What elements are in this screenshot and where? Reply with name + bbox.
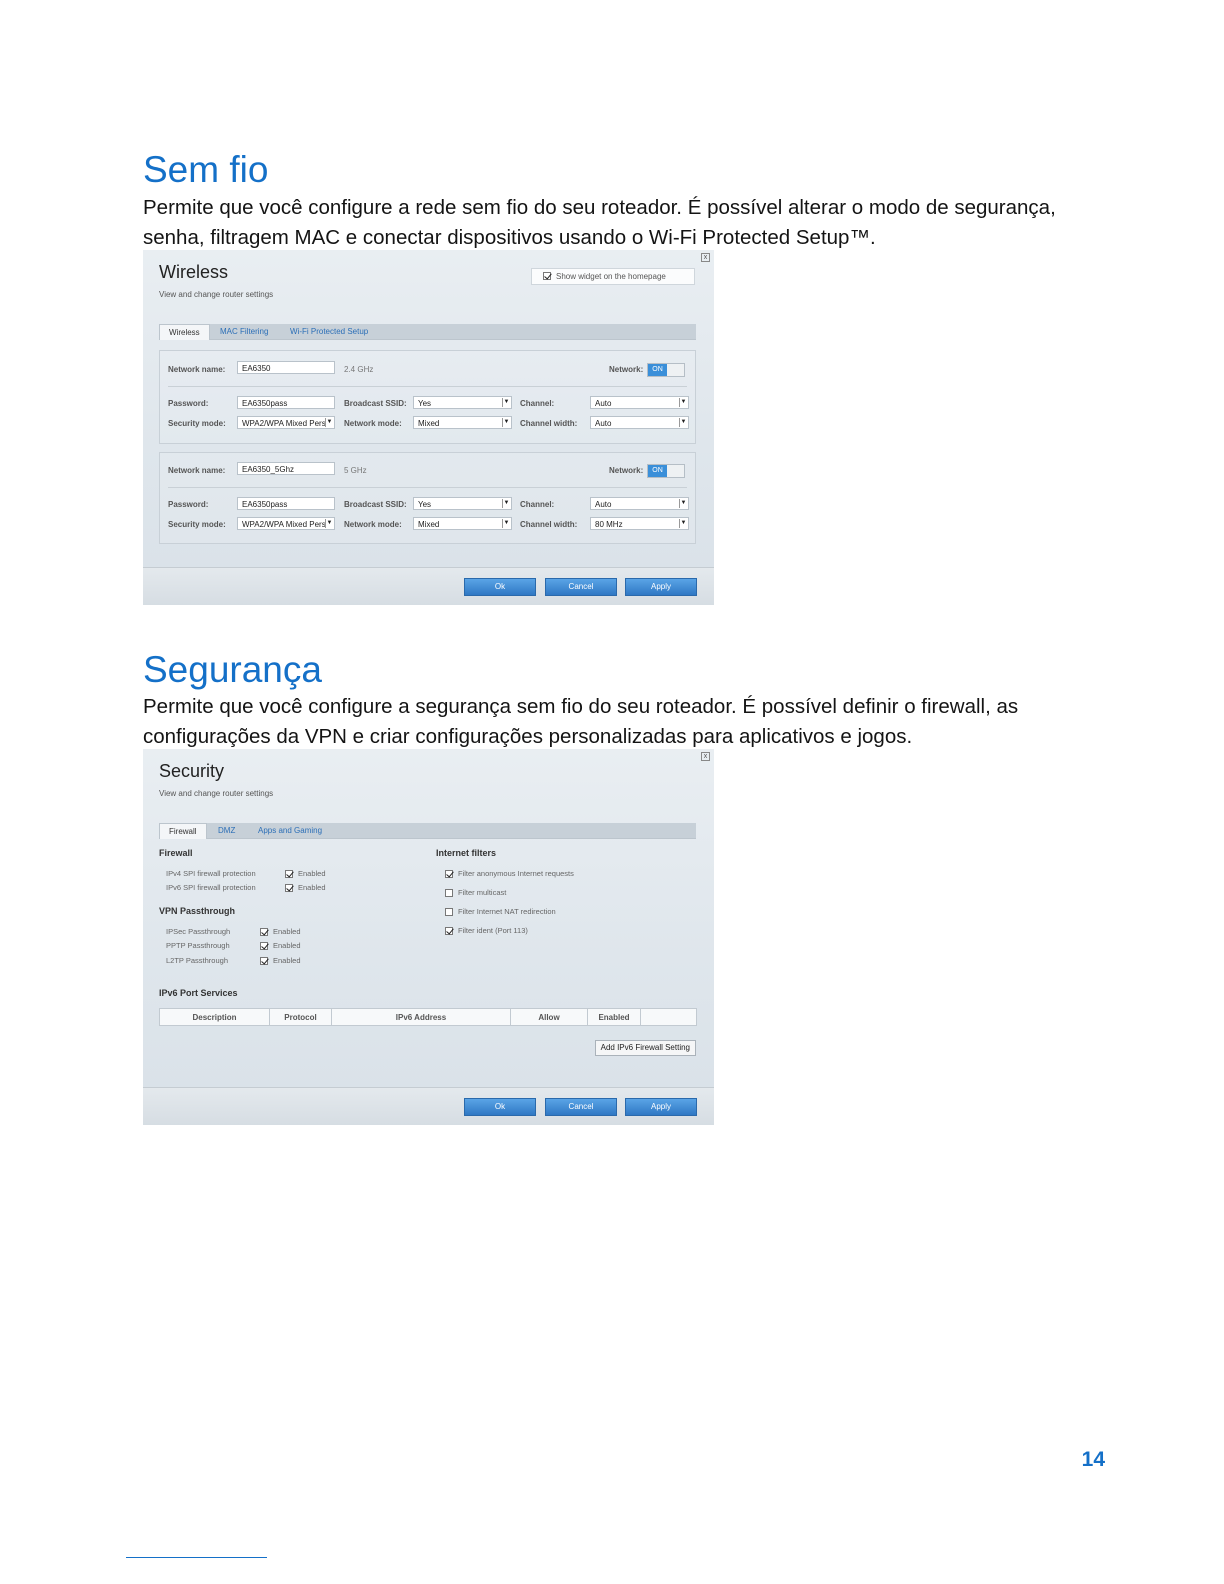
band-label: 5 GHz [344,466,367,475]
show-widget-label: Show widget on the homepage [556,272,666,281]
chevron-down-icon: ▼ [680,500,687,506]
channel-value: Auto [595,399,612,408]
column-header-actions [641,1009,697,1026]
network-label: Network: [609,365,644,374]
panel-footer [143,567,714,605]
show-widget-checkbox[interactable] [531,268,695,285]
tab-apps-and-gaming[interactable]: Apps and Gaming [258,826,323,835]
enabled-label: Enabled [273,927,301,936]
panel-subtitle: View and change router settings [159,290,274,299]
network-mode-select[interactable] [413,416,512,429]
channel-value: Auto [595,500,612,509]
enabled-label: Enabled [273,941,301,950]
table-header-row [160,1009,697,1026]
ok-button[interactable]: Ok [464,578,536,596]
checkbox-icon [445,889,453,897]
section-paragraph-sem-fio: Permite que você configure a rede sem fio do seu roteador. É possível alterar o modo de segurança, senha, filtragem MAC e conectar dispositivos usando o Wi-Fi Protected Setup™. [143,196,1056,249]
chevron-down-icon: ▼ [680,419,687,425]
tab-bar [159,324,696,340]
ipv6-firewall-checkbox[interactable] [285,883,326,892]
apply-button[interactable]: Apply [625,578,697,596]
ipv4-firewall-label: IPv4 SPI firewall protection [166,869,256,878]
chevron-down-icon: ▼ [680,399,687,405]
security-mode-label: Security mode: [168,419,226,428]
channel-select[interactable] [590,497,689,510]
broadcast-ssid-value: Yes [418,500,432,509]
broadcast-ssid-label: Broadcast SSID: [344,500,407,509]
network-mode-value: Mixed [418,419,440,428]
ipv6-firewall-label: IPv6 SPI firewall protection [166,883,256,892]
filter-nat-redirection-label: Filter Internet NAT redirection [458,907,556,916]
chevron-down-icon: ▼ [680,520,687,526]
channel-label: Channel: [520,399,555,408]
chevron-down-icon: ▼ [326,419,333,425]
chevron-down-icon: ▼ [326,520,333,526]
checkbox-icon [543,272,551,280]
panel-title: Wireless [159,262,229,282]
apply-button[interactable]: Apply [625,1098,697,1116]
network-name-input[interactable]: EA6350_5Ghz [237,462,335,475]
network-mode-label: Network mode: [344,419,402,428]
divider [168,386,687,387]
broadcast-ssid-label: Broadcast SSID: [344,399,407,408]
channel-width-value: Auto [595,419,612,428]
checkbox-icon [260,928,268,936]
ipv6-port-services-table [159,1008,697,1026]
l2tp-label: L2TP Passthrough [166,956,228,965]
password-input[interactable]: EA6350pass [237,396,335,409]
password-label: Password: [168,399,209,408]
l2tp-checkbox[interactable] [260,956,301,965]
broadcast-ssid-value: Yes [418,399,432,408]
tab-dmz[interactable]: DMZ [218,826,236,835]
chevron-down-icon: ▼ [503,399,510,405]
ok-button[interactable]: Ok [464,1098,536,1116]
column-header-protocol: Protocol [270,1009,332,1026]
filter-ident-label: Filter ident (Port 113) [458,926,528,935]
close-icon[interactable]: x [701,752,710,761]
cancel-button[interactable]: Cancel [545,578,617,596]
password-input[interactable]: EA6350pass [237,497,335,510]
toggle-on-label: ON [648,364,667,376]
network-toggle[interactable] [647,363,685,377]
panel-title: Security [159,761,225,781]
password-label: Password: [168,500,209,509]
security-mode-label: Security mode: [168,520,226,529]
section-paragraph-seguranca: Permite que você configure a segurança sem fio do seu roteador. É possível definir o firewall, as configurações da VPN e criar configurações personalizadas para aplicativos e jogos. [143,695,1019,748]
filter-anonymous-label: Filter anonymous Internet requests [458,869,574,878]
column-header-allow: Allow [511,1009,588,1026]
network-mode-value: Mixed [418,520,440,529]
channel-width-select[interactable] [590,517,689,530]
ipsec-checkbox[interactable] [260,927,301,936]
network-toggle[interactable] [647,464,685,478]
security-mode-value: WPA2/WPA Mixed Pers [242,419,326,428]
close-icon[interactable]: x [701,253,710,262]
chevron-down-icon: ▼ [503,419,510,425]
internet-filters-heading: Internet filters [436,848,497,858]
network-label: Network: [609,466,644,475]
checkbox-icon [285,870,293,878]
network-name-input[interactable]: EA6350 [237,361,335,374]
panel-subtitle: View and change router settings [159,789,274,798]
divider [168,487,687,488]
cancel-button[interactable]: Cancel [545,1098,617,1116]
column-header-enabled: Enabled [588,1009,641,1026]
pptp-checkbox[interactable] [260,941,301,950]
tab-wireless[interactable]: Wireless [159,324,210,340]
page-number: 14 [1081,1448,1105,1471]
ipv6-port-services-heading: IPv6 Port Services [159,988,238,998]
filter-nat-redirection-checkbox[interactable] [445,907,556,916]
panel-footer [143,1087,714,1125]
add-ipv6-firewall-setting-button[interactable]: Add IPv6 Firewall Setting [595,1040,696,1056]
tab-firewall[interactable]: Firewall [159,823,207,839]
column-header-description: Description [160,1009,270,1026]
checkbox-icon [285,884,293,892]
wireless-settings-screenshot [143,250,714,605]
ipsec-label: IPSec Passthrough [166,927,231,936]
network-mode-select[interactable] [413,517,512,530]
tab-bar [159,823,696,839]
channel-select[interactable] [590,396,689,409]
filter-multicast-label: Filter multicast [458,888,507,897]
security-settings-screenshot [143,749,714,1125]
network-name-label: Network name: [168,466,226,475]
section-heading-sem-fio: Sem fio [143,149,269,190]
channel-width-select[interactable] [590,416,689,429]
enabled-label: Enabled [298,869,326,878]
vpn-passthrough-heading: VPN Passthrough [159,906,236,916]
column-header-ipv6-address: IPv6 Address [332,1009,511,1026]
band-label: 2.4 GHz [344,365,374,374]
broadcast-ssid-select[interactable] [413,396,512,409]
broadcast-ssid-select[interactable] [413,497,512,510]
band-24ghz-box [159,350,696,444]
enabled-label: Enabled [273,956,301,965]
band-5ghz-box [159,452,696,544]
tab-wifi-protected-setup[interactable]: Wi-Fi Protected Setup [290,327,369,336]
checkbox-icon [260,957,268,965]
checkbox-icon [445,908,453,916]
channel-label: Channel: [520,500,555,509]
channel-width-value: 80 MHz [595,520,623,529]
network-mode-label: Network mode: [344,520,402,529]
enabled-label: Enabled [298,883,326,892]
channel-width-label: Channel width: [520,520,578,529]
chevron-down-icon: ▼ [503,500,510,506]
security-mode-select[interactable] [237,416,335,429]
toggle-on-label: ON [648,465,667,477]
footnote-rule [126,1557,267,1558]
channel-width-label: Channel width: [520,419,578,428]
checkbox-icon [445,870,453,878]
filter-multicast-checkbox[interactable] [445,888,506,897]
checkbox-icon [445,927,453,935]
section-heading-seguranca: Segurança [143,649,322,690]
security-mode-select[interactable] [237,517,335,530]
filter-anonymous-checkbox[interactable] [445,869,574,878]
ipv4-firewall-checkbox[interactable] [285,869,326,878]
filter-ident-checkbox[interactable] [445,926,528,935]
pptp-label: PPTP Passthrough [166,941,230,950]
checkbox-icon [260,942,268,950]
tab-mac-filtering[interactable]: MAC Filtering [220,327,269,336]
network-name-label: Network name: [168,365,226,374]
chevron-down-icon: ▼ [503,520,510,526]
firewall-heading: Firewall [159,848,193,858]
security-mode-value: WPA2/WPA Mixed Pers [242,520,326,529]
